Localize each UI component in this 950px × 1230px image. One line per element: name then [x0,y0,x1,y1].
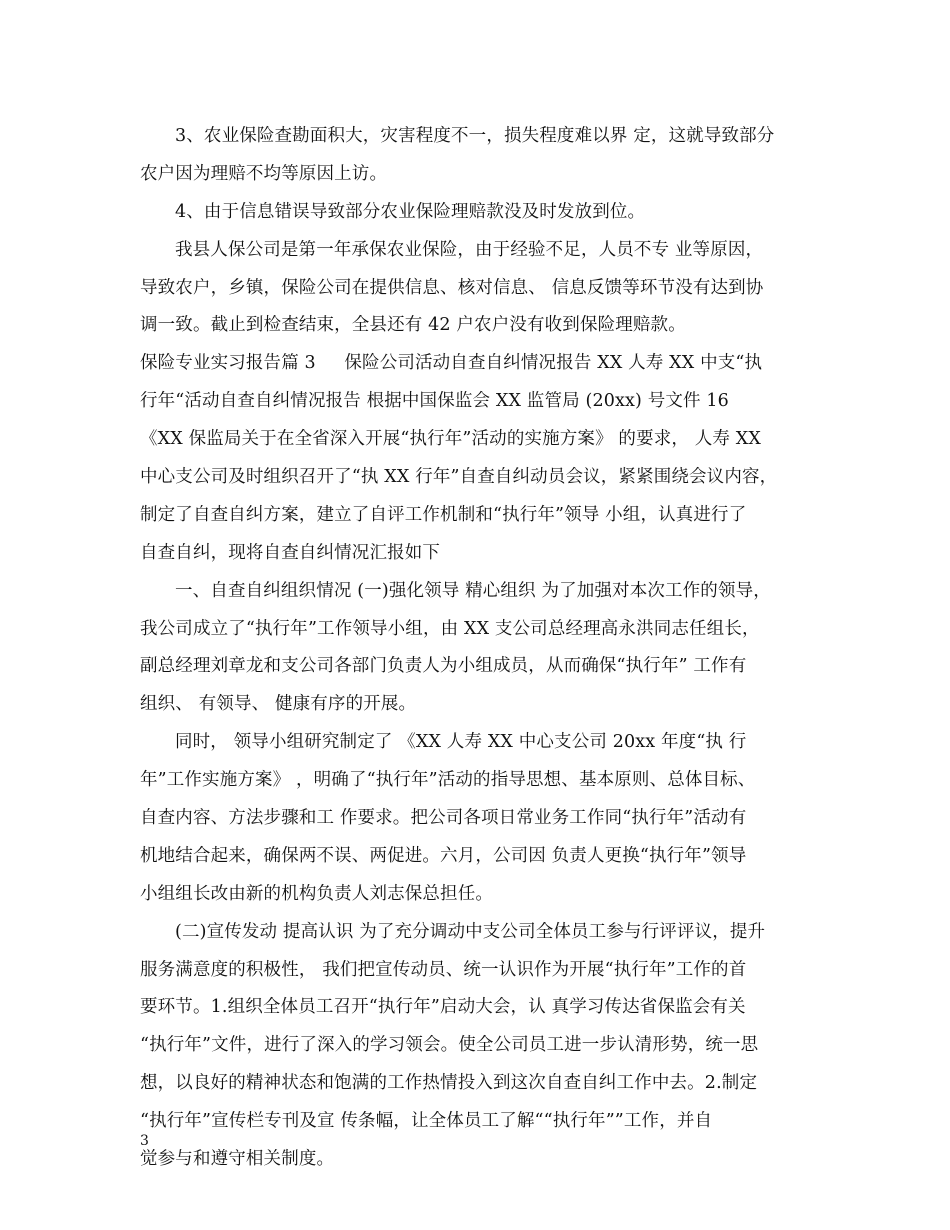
text-line: (二)宣传发动 提高认识 为了充分调动中支公司全体员工参与行评评议，提升 [175,921,766,942]
text-line: 自查自纠，现将自查自纠情况汇报如下 [140,542,441,563]
document-body [140,118,830,1179]
text-line: 机地结合起来，确保两不误、两促进。六月，公司因 负责人更换“执行年”领导 [140,845,747,866]
paragraph [140,573,830,725]
text-line: 组织、 有领导、 健康有序的开展。 [140,694,417,715]
paragraph [140,118,830,194]
text-line: 中心支公司及时组织召开了“执 XX 行年”自查自纠动员会议，紧紧围绕会议内容， [140,467,778,488]
text-line: 年”工作实施方案》 ，明确了“执行年”活动的指导思想、基本原则、总体目标、 [140,770,756,791]
text-line: 《XX 保监局关于在全省深入开展“执行年”活动的实施方案》 的要求， 人寿 XX [140,429,761,450]
paragraph [140,345,830,572]
paragraph [140,914,830,1179]
text-line: 我县人保公司是第一年承保农业保险，由于经验不足，人员不专 业等原因， [175,239,764,260]
paragraph [140,232,830,346]
text-line: “执行年”宣传栏专刊及宣 传条幅，让全体员工了解““执行年””工作，并自 [140,1111,713,1132]
text-line: 4、由于信息错误导致部分农业保险理赔款没及时发放到位。 [175,201,646,222]
text-line: 小组组长改由新的机构负责人刘志保总担任。 [140,883,493,904]
text-line: 同时， 领导小组研究制定了 《XX 人寿 XX 中心支公司 20xx 年度“执 行 [175,732,747,753]
paragraph [140,724,830,913]
text-line: 农户因为理赔不均等原因上访。 [140,163,388,184]
text-line: 服务满意度的积极性， 我们把宣传动员、统一认识作为开展“执行年”工作的首 [140,959,747,980]
page-number: 3 [140,1133,149,1149]
text-line: 制定了自查自纠方案，建立了自评工作机制和“执行年”领导 小组，认真进行了 [140,504,747,525]
text-line: 一、自查自纠组织情况 (一)强化领导 精心组织 为了加强对本次工作的领导， [175,580,771,601]
text-line: 副总经理刘章龙和支公司各部门负责人为小组成员，从而确保“执行年” 工作有 [140,656,747,677]
text-line: 3、农业保险查勘面积大，灾害程度不一，损失程度难以界 定，这就导致部分 [175,126,775,146]
text-line: 觉参与和遵守相关制度。 [140,1149,335,1170]
text-line: 自查内容、方法步骤和工 作要求。把公司各项日常业务工作同“执行年”活动有 [140,808,747,829]
paragraph [140,194,830,232]
text-line: 想，以良好的精神状态和饱满的工作热情投入到这次自查自纠工作中去。2.制定 [140,1073,758,1094]
text-line: 调一致。截止到检查结束，全县还有 42 户农户没有收到保险理赔款。 [140,315,686,336]
text-line: 行年“活动自查自纠情况报告 根据中国保监会 XX 监管局 (20xx) 号文件 16 [140,391,729,412]
text-line: 要环节。1.组织全体员工召开“执行年”启动大会，认 真学习传达省保监会有关 [140,997,746,1018]
text-line: 导致农户，乡镇，保险公司在提供信息、核对信息、 信息反馈等环节没有达到协 [140,277,764,298]
text-line: 保险专业实习报告篇 3 保险公司活动自查自纠情况报告 XX 人寿 XX 中支“执 [140,353,763,374]
text-line: “执行年”文件，进行了深入的学习领会。使全公司员工进一步认清形势，统一思 [140,1035,759,1056]
text-line: 我公司成立了“执行年”工作领导小组，由 XX 支公司总经理高永洪同志任组长， [140,618,760,639]
